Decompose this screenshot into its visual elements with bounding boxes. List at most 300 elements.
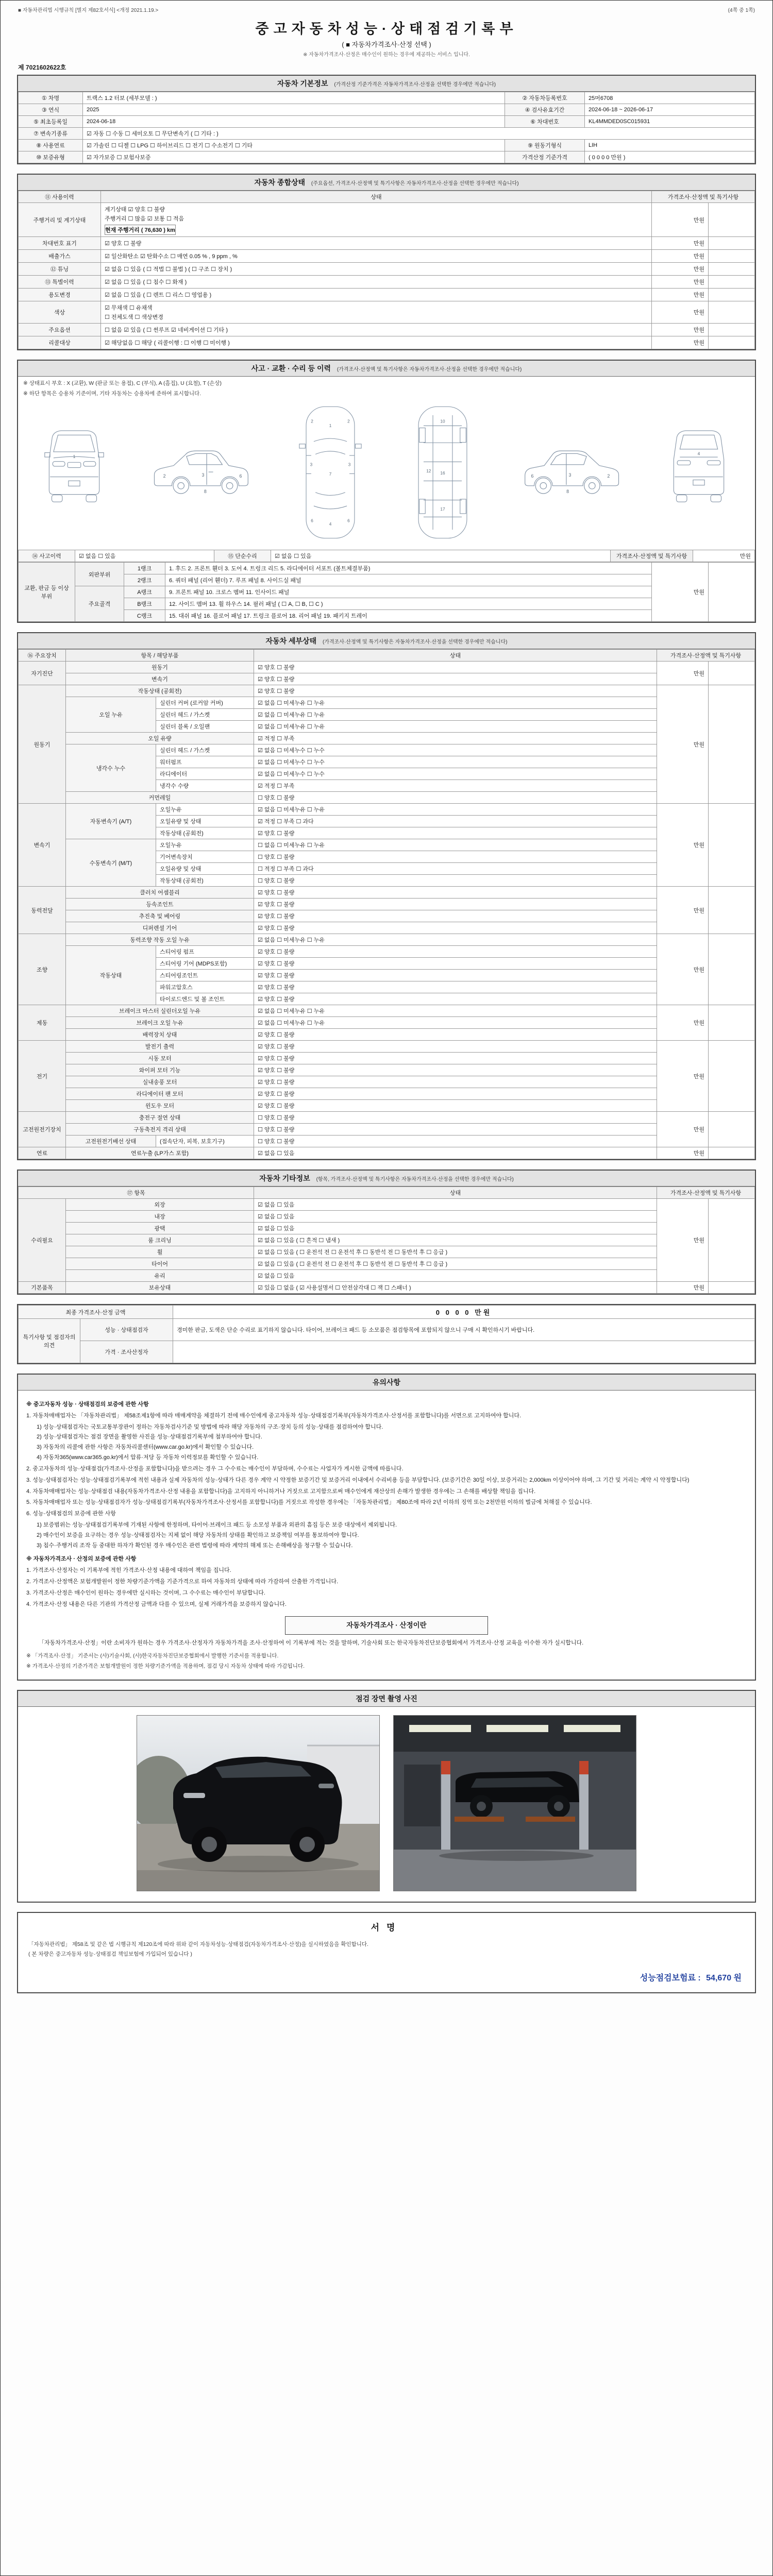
device-row <box>19 1223 755 1234</box>
column-header-price: 가격조사·산정액 및 특기사항 <box>657 650 754 662</box>
accident-parts-table <box>18 562 755 622</box>
row-label: 차대번호 표기 <box>19 237 101 250</box>
price-cell[interactable]: 만원 <box>651 237 708 250</box>
price-cell[interactable]: 만원 <box>651 263 708 276</box>
accident-summary-row <box>19 550 755 562</box>
status-options[interactable]: ☐ 양호 ☐ 불량 <box>254 851 657 863</box>
notice-body <box>18 1391 755 1680</box>
note-cell[interactable] <box>708 1041 754 1112</box>
rank-label: B랭크 <box>124 598 165 610</box>
status-options[interactable]: ☑ 없음 ☐ 미세누수 ☐ 누수 <box>254 756 657 768</box>
column-header-device: ⑯ 주요장치 <box>19 650 66 662</box>
device-row <box>19 1211 755 1223</box>
status-options[interactable]: ☑ 양호 ☐ 불량 <box>254 1041 657 1053</box>
status-options[interactable]: ☑ 양호 ☐ 불량 <box>254 673 657 685</box>
option-line[interactable]: ☑ 없음 ☐ 있음 ( ☐ 렌트 ☐ 리스 ☐ 영업용 ) <box>105 292 212 298</box>
status-options[interactable] <box>101 250 652 263</box>
status-options[interactable] <box>101 276 652 289</box>
part-label: 작동상태 (공회전) <box>156 875 254 887</box>
status-options[interactable]: ☑ 없음 ☐ 있음 <box>254 1199 657 1211</box>
parts-row <box>19 598 755 610</box>
reg-no-value: 25머6708 <box>585 92 755 104</box>
parts-row <box>19 574 755 586</box>
final-price-value[interactable]: 0 0 0 0 만원 <box>173 1306 755 1319</box>
status-options[interactable]: ☑ 양호 ☐ 불량 <box>254 993 657 1005</box>
fuel-options[interactable]: ☑ 가솔린 ☐ 디젤 ☐ LPG ☐ 하이브리드 ☐ 전기 ☐ 수소전기 ☐ 기타 <box>83 140 505 151</box>
basic-info-table <box>18 92 755 163</box>
device-row <box>19 922 755 934</box>
price-cell[interactable]: 만원 <box>657 1147 708 1159</box>
device-row <box>19 1100 755 1112</box>
device-name: 전기 <box>19 1041 66 1112</box>
part-label: 스티어링 기어 (MDPS포함) <box>156 958 254 970</box>
price-cell[interactable]: 만원 <box>651 250 708 263</box>
opinion-section-label: 특기사항 및 점검자의 의견 <box>19 1319 80 1363</box>
status-options[interactable]: ☑ 양호 ☐ 불량 <box>254 981 657 993</box>
option-line[interactable]: ☐ 전체도색 ☐ 색상변경 <box>105 314 163 320</box>
price-cell[interactable]: 만원 <box>651 336 708 349</box>
note-cell[interactable] <box>708 1282 754 1294</box>
svg-text:17: 17 <box>440 507 445 512</box>
section-accident-history <box>17 360 756 623</box>
item-label: 수동변속기 (M/T) <box>66 839 156 887</box>
note-cell[interactable] <box>708 934 754 1005</box>
price-cell[interactable]: 만원 <box>657 1041 708 1112</box>
page-indicator: (4쪽 중 1쪽) <box>728 8 755 13</box>
year-value: 2025 <box>83 104 505 116</box>
status-options[interactable]: ☑ 양호 ☐ 불량 <box>254 922 657 934</box>
status-options[interactable] <box>101 237 652 250</box>
inspector-opinion-text[interactable]: 경미한 판금, 도색은 단순 수리로 표기하지 않습니다. 타이어, 브레이크 패드 등 소모품은 점검항목에 포함되지 않으니 구매 시 확인하시기 바랍니다. <box>173 1319 755 1341</box>
part-label: 실린더 블록 / 오일팬 <box>156 721 254 733</box>
notice-item: 6. 성능·상태점검의 보증에 관한 사항 <box>26 1511 116 1517</box>
note-cell[interactable] <box>708 289 754 301</box>
transmission-options[interactable]: ☑ 자동 ☐ 수동 ☐ 세미오토 ☐ 무단변속기 ( ☐ 기타 : ) <box>83 128 755 140</box>
option-line[interactable]: ☑ 없음 ☐ 있음 ( ☐ 침수 ☐ 화재 ) <box>105 279 187 285</box>
note-cell[interactable] <box>708 685 754 804</box>
final-price-table <box>18 1305 755 1363</box>
field-label-reg-no: ② 자동차등록번호 <box>505 92 585 104</box>
price-cell[interactable]: 만원 <box>657 1005 708 1041</box>
status-options[interactable] <box>101 263 652 276</box>
part-label: 워터펌프 <box>156 756 254 768</box>
price-cell[interactable]: 만원 <box>657 685 708 804</box>
status-options[interactable] <box>101 324 652 336</box>
status-options[interactable]: ☑ 없음 ☐ 있음 ( ☐ 운전석 전 ☐ 운전석 후 ☐ 동반석 전 ☐ 동반석 후 ☐ 응급 ) <box>254 1258 657 1270</box>
row-label: 주행거리 및 계기상태 <box>19 203 101 237</box>
state-code-legend-2: ※ 하단 항목은 승용차 기준이며, 기타 자동차는 승용차에 준하여 표시합니다. <box>23 391 201 397</box>
item-label: 실내송풍 모터 <box>66 1076 254 1088</box>
section-title-overall <box>18 175 755 191</box>
device-row <box>19 1246 755 1258</box>
item-label: 디퍼렌셜 기어 <box>66 922 254 934</box>
device-row <box>19 910 755 922</box>
status-options[interactable]: ☑ 양호 ☐ 불량 <box>254 685 657 697</box>
section-title-text: 유의사항 <box>372 1378 401 1386</box>
status-options[interactable]: ☑ 양호 ☐ 불량 <box>254 1053 657 1064</box>
item-label: 동력조향 작동 오일 누유 <box>66 934 254 946</box>
price-cell[interactable]: 만원 <box>693 550 755 562</box>
section-title-accident <box>18 361 755 377</box>
status-options[interactable]: ☑ 없음 ☐ 미세누유 ☐ 누유 <box>254 721 657 733</box>
status-options[interactable]: ☑ 없음 ☐ 미세누유 ☐ 누유 <box>254 709 657 721</box>
part-label: 기어변속장치 <box>156 851 254 863</box>
svg-text:6: 6 <box>239 473 242 479</box>
note-cell[interactable] <box>708 662 754 685</box>
price-cell[interactable]: 만원 <box>652 563 709 622</box>
car-diagram-underbody <box>407 402 479 543</box>
notice-item: 1. 자동차매매업자는 「자동차관리법」 제58조제1항에 따라 매매계약을 체결하기 전에 매수인에게 중고자동차 성능·상태점검기록부(자동차가격조사·산정서를 포함합니다)를 서면으로 고지하여야 합니다. <box>26 1412 522 1419</box>
svg-text:8: 8 <box>566 489 569 495</box>
status-options[interactable]: ☐ 양호 ☐ 불량 <box>254 1136 657 1147</box>
parts-group-label: 주요골격 <box>75 586 124 622</box>
status-options[interactable]: ☑ 없음 ☐ 있음 ( ☐ 운전석 전 ☐ 운전석 후 ☐ 동반석 전 ☐ 동반석 후 ☐ 응급 ) <box>254 1246 657 1258</box>
item-label: 와이퍼 모터 기능 <box>66 1064 254 1076</box>
rank-label: 1랭크 <box>124 563 165 574</box>
part-label: 오일유량 및 상태 <box>156 816 254 827</box>
notice-item: 4. 자동차매매업자는 성능·상태점검 내용(자동차가격조사·산정 내용을 포함합니다)을 고지하지 아니하거나 거짓으로 고지함으로써 매수인에게 재산상의 손해가 발생한 경우에는 그 손해를 배상할 책임을 집니다. <box>26 1488 536 1495</box>
item-label: 연료누출 (LP가스 포함) <box>66 1147 254 1159</box>
option-line[interactable]: ☑ 해당없음 ☐ 해당 ( 리콜이행 : ☐ 이행 ☐ 미이행 ) <box>105 340 230 346</box>
basic-row <box>19 151 755 163</box>
price-appraisal-option[interactable]: ( ■ 자동차가격조사·산정 선택 ) <box>342 41 431 48</box>
price-cell[interactable]: 만원 <box>657 662 708 685</box>
device-row <box>19 887 755 899</box>
field-label-warranty-type: ⑩ 보증유형 <box>19 151 83 163</box>
status-options[interactable]: ☑ 양호 ☐ 불량 <box>254 887 657 899</box>
item-label: 타이어 <box>66 1258 254 1270</box>
svg-text:2: 2 <box>310 419 313 424</box>
overall-row <box>19 276 755 289</box>
price-cell[interactable]: 만원 <box>651 203 708 237</box>
option-line[interactable]: ☑ 없음 ☐ 있음 ( ☐ 적법 ☐ 불법 ) ( ☐ 구조 ☐ 장치 ) <box>105 266 232 273</box>
item-label: 커먼레일 <box>66 792 254 804</box>
item-label: 룸 크리닝 <box>66 1234 254 1246</box>
base-price-value[interactable]: ( 0 0 0 0 만원 ) <box>585 151 755 163</box>
row-label: ⑫ 튜닝 <box>19 263 101 276</box>
parts-group-label: 외판부위 <box>75 563 124 586</box>
part-items[interactable]: 15. 대쉬 패널 16. 플로어 패널 17. 트렁크 플로어 18. 리어 패널 19. 패키지 트레이 <box>165 610 652 622</box>
basic-row <box>19 104 755 116</box>
note-cell[interactable] <box>708 237 754 250</box>
notice-item: 1) 보증범위는 성능·상태점검기록부에 기재된 사항에 한정하며, 타이어·브레이크 패드 등 소모성 부품과 외관의 흠집 등은 보증 대상에서 제외됩니다. <box>37 1521 397 1528</box>
odometer-box: 현재 주행거리 ( 76,630 ) km <box>105 225 176 235</box>
field-label-vin: ⑥ 차대번호 <box>505 116 585 128</box>
inspection-period-value: 2024-06-18 ~ 2026-06-17 <box>585 104 755 116</box>
device-row <box>19 839 755 851</box>
note-cell[interactable] <box>708 263 754 276</box>
status-options[interactable]: ☐ 적정 ☐ 부족 ☐ 과다 <box>254 863 657 875</box>
item-label: 냉각수 누수 <box>66 744 156 792</box>
status-options[interactable]: ☑ 없음 ☐ 미세누유 ☐ 누유 <box>254 804 657 816</box>
status-options[interactable]: ☐ 양호 ☐ 불량 <box>254 1124 657 1136</box>
section-title-text: 점검 장면 촬영 사진 <box>356 1694 417 1703</box>
final-price-row <box>19 1306 755 1319</box>
overall-row <box>19 336 755 349</box>
misc-info-table <box>18 1187 755 1294</box>
signature-body <box>18 1913 755 1992</box>
row-label: 주요옵션 <box>19 324 101 336</box>
field-label-transmission: ⑦ 변속기종류 <box>19 128 83 140</box>
simple-repair-options[interactable]: ☑ 없음 ☐ 있음 <box>271 550 611 562</box>
note-cell[interactable] <box>708 1199 754 1282</box>
part-label: 냉각수 수량 <box>156 780 254 792</box>
status-options[interactable]: ☑ 적정 ☐ 부족 <box>254 780 657 792</box>
status-options[interactable]: ☑ 없음 ☐ 있음 <box>254 1223 657 1234</box>
device-row <box>19 744 755 756</box>
part-label: 실린더 헤드 / 가스켓 <box>156 709 254 721</box>
price-cell[interactable]: 만원 <box>651 324 708 336</box>
status-options[interactable]: ☐ 양호 ☐ 불량 <box>254 792 657 804</box>
part-items[interactable]: 12. 사이드 멤버 13. 휠 하우스 14. 필러 패널 ( ☐ A, ☐ B, ☐ C ) <box>165 598 652 610</box>
item-label: 배력장치 상태 <box>66 1029 254 1041</box>
section-title-text: 사고 · 교환 · 수리 등 이력 <box>251 364 331 372</box>
note-cell[interactable] <box>708 804 754 887</box>
notice-item: 3. 성능·상태점검자는 성능·상태점검기록부에 적힌 내용과 실제 자동차의 성능·상태가 다른 경우 계약 시 약정한 보증기간 및 보증거리 이내에서 수리비용 등을 부담합니다. (보증기간은 30일 이상, 보증거리는 2,000km 이상이어야 하며, 그 기간 및 거리는 계약 시 약정합니다) <box>26 1477 690 1483</box>
status-options[interactable] <box>101 289 652 301</box>
row-label: 색상 <box>19 301 101 324</box>
overall-row <box>19 203 755 237</box>
status-options[interactable]: ☑ 양호 ☐ 불량 <box>254 1100 657 1112</box>
vin-value: KL4MMDED0SC015931 <box>585 116 755 128</box>
car-diagrams <box>18 397 755 550</box>
status-options[interactable]: ☑ 양호 ☐ 불량 <box>254 910 657 922</box>
note-cell[interactable] <box>708 276 754 289</box>
field-label-car-name: ① 차명 <box>19 92 83 104</box>
price-cell[interactable]: 만원 <box>657 887 708 934</box>
item-label: 브레이크 오일 누유 <box>66 1017 254 1029</box>
option-line[interactable]: ☑ 무채색 ☐ 유채색 <box>105 305 153 311</box>
field-label-inspection-period: ④ 검사유효기간 <box>505 104 585 116</box>
device-name: 수리필요 <box>19 1199 66 1282</box>
status-options[interactable]: ☑ 없음 ☐ 미세누유 ☐ 누유 <box>254 934 657 946</box>
price-cell[interactable]: 만원 <box>651 301 708 324</box>
status-options[interactable]: ☑ 양호 ☐ 불량 <box>254 1076 657 1088</box>
device-row <box>19 1258 755 1270</box>
section-title-basic <box>18 76 755 92</box>
part-items[interactable]: 6. 쿼터 패널 (리어 휀더) 7. 루프 패널 8. 사이드실 패널 <box>165 574 652 586</box>
svg-text:3: 3 <box>201 472 205 478</box>
part-label: 오일누유 <box>156 804 254 816</box>
overall-row <box>19 250 755 263</box>
device-row <box>19 1041 755 1053</box>
basic-row <box>19 140 755 151</box>
price-cell[interactable]: 만원 <box>657 934 708 1005</box>
device-name: 제동 <box>19 1005 66 1041</box>
device-row <box>19 1124 755 1136</box>
section-title-misc <box>18 1171 755 1187</box>
column-header-status: 상태 <box>254 1187 657 1199</box>
subtitle-note: ※ 자동차가격조사·산정은 매수인이 원하는 경우에 제공하는 서비스 입니다. <box>303 52 470 58</box>
inspection-photo-lift <box>393 1715 636 1891</box>
option-line[interactable]: 계기상태 ☑ 양호 ☐ 불량 <box>105 207 165 213</box>
accident-summary-table <box>18 550 755 562</box>
svg-text:2: 2 <box>347 419 350 424</box>
notice-item: 3) 자동차의 리콜에 관한 사항은 자동차리콜센터(www.car.go.kr)에서 확인할 수 있습니다. <box>37 1444 254 1451</box>
note-cell[interactable] <box>708 1005 754 1041</box>
item-label: 라디에이터 팬 모터 <box>66 1088 254 1100</box>
page-title: 중고자동차성능·상태점검기록부 <box>255 21 518 37</box>
note-cell[interactable] <box>708 301 754 324</box>
form-reference: ■ 자동차관리법 시행규칙 [별지 제82호서식] <개정 2021.1.19.> <box>18 8 159 13</box>
column-header-price: 가격조사·산정액 및 특기사항 <box>651 191 754 203</box>
status-options[interactable]: ☑ 없음 ☐ 있음 <box>254 1147 657 1159</box>
device-row <box>19 1147 755 1159</box>
accident-history-options[interactable]: ☑ 없음 ☐ 있음 <box>75 550 214 562</box>
option-line[interactable]: ☐ 없음 ☑ 있음 ( ☐ 썬루프 ☑ 네비게이션 ☐ 기타 ) <box>105 327 228 333</box>
overall-header-row <box>19 191 755 203</box>
overall-row <box>19 289 755 301</box>
basic-row <box>19 116 755 128</box>
status-options[interactable]: ☑ 적정 ☐ 부족 <box>254 733 657 744</box>
notice-item: 2. 가격조사·산정액은 보험개발원이 정한 차량기준가액을 기준가격으로 하여 자동차의 상태에 따라 가감하여 산출한 가격입니다. <box>26 1579 339 1585</box>
svg-text:3: 3 <box>348 462 350 467</box>
device-row <box>19 934 755 946</box>
price-cell[interactable]: 만원 <box>657 804 708 887</box>
section-final-price <box>17 1304 756 1364</box>
note-cell[interactable] <box>708 203 754 237</box>
svg-text:8: 8 <box>204 489 207 495</box>
engine-type-value: LIH <box>585 140 755 151</box>
note-cell[interactable] <box>708 324 754 336</box>
option-line[interactable]: ☑ 일산화탄소 ☑ 탄화수소 ☐ 매연 0.05 % , 9 ppm , % <box>105 253 238 260</box>
row-label: 용도변경 <box>19 289 101 301</box>
status-options[interactable] <box>101 301 652 324</box>
warranty-options[interactable]: ☑ 자가보증 ☐ 보험사보증 <box>83 151 505 163</box>
price-cell[interactable]: 만원 <box>657 1112 708 1147</box>
svg-text:10: 10 <box>440 419 445 424</box>
option-line[interactable]: ☑ 양호 ☐ 불량 <box>105 241 142 247</box>
section-title-photos <box>18 1691 755 1707</box>
notice-item: 2) 매수인이 보증을 요구하는 경우 성능·상태점검자는 지체 없이 해당 자동차의 상태를 확인하고 보증책임 여부를 통보하여야 합니다. <box>37 1532 359 1538</box>
device-row <box>19 1053 755 1064</box>
parts-row <box>19 563 755 574</box>
final-price-label: 최종 가격조사·산정 금액 <box>19 1306 173 1319</box>
status-options[interactable]: ☑ 양호 ☐ 불량 <box>254 958 657 970</box>
car-diagram-side-left <box>148 438 254 507</box>
status-options[interactable]: ☐ 양호 ☐ 불량 <box>254 875 657 887</box>
option-line[interactable]: 주행거리 ☐ 많음 ☑ 보통 ☐ 적음 <box>105 216 184 222</box>
price-cell[interactable]: 만원 <box>651 276 708 289</box>
status-options[interactable]: ☑ 없음 ☐ 있음 ( ☐ 흔적 ☐ 냄새 ) <box>254 1234 657 1246</box>
part-items[interactable]: 1. 후드 2. 프론트 휀더 3. 도어 4. 트렁크 리드 5. 라디에이터 서포트 (볼트체결부품) <box>165 563 652 574</box>
item-label: 내장 <box>66 1211 254 1223</box>
basic-row <box>19 128 755 140</box>
status-options[interactable] <box>101 336 652 349</box>
part-label: 스티어링 펌프 <box>156 946 254 958</box>
status-options[interactable]: ☑ 적정 ☐ 부족 ☐ 과다 <box>254 816 657 827</box>
svg-text:6: 6 <box>310 518 313 523</box>
note-cell[interactable] <box>708 250 754 263</box>
price-header: 가격조사·산정액 및 특기사항 <box>611 550 693 562</box>
field-label-engine-type: ⑨ 원동기형식 <box>505 140 585 151</box>
device-row <box>19 673 755 685</box>
signature-confirm-line: 「자동차관리법」 제58조 및 같은 법 시행규칙 제120조에 따라 위와 같이 자동차성능·상태점검(자동차가격조사·산정)을 실시하였음을 확인합니다. <box>28 1941 368 1948</box>
device-name: 고전원전기장치 <box>19 1112 66 1147</box>
notice-footnote-2: ※ 가격조사·산정의 기준가격은 보험개발원이 정한 차량기준가액을 적용하며, 점검 당시 자동차 상태에 따라 가감됩니다. <box>26 1663 305 1670</box>
item-label: 충전구 절연 상태 <box>66 1112 254 1124</box>
status-options[interactable]: ☑ 없음 ☐ 있음 <box>254 1211 657 1223</box>
field-label-base-price: 가격산정 기준가격 <box>505 151 585 163</box>
svg-text:7: 7 <box>329 471 331 477</box>
note-cell[interactable] <box>708 1112 754 1147</box>
status-options[interactable]: ☑ 양호 ☐ 불량 <box>254 662 657 673</box>
device-row <box>19 1234 755 1246</box>
status-options[interactable]: ☑ 양호 ☐ 불량 <box>254 946 657 958</box>
status-options[interactable]: ☑ 양호 ☐ 불량 <box>254 1064 657 1076</box>
overall-row <box>19 301 755 324</box>
device-row <box>19 1199 755 1211</box>
status-options[interactable]: ☑ 양호 ☐ 불량 <box>254 970 657 981</box>
status-options[interactable]: ☐ 양호 ☐ 불량 <box>254 1112 657 1124</box>
device-row <box>19 1064 755 1076</box>
note-cell[interactable] <box>708 887 754 934</box>
appraiser-opinion-text[interactable] <box>173 1341 755 1363</box>
first-registration-value: 2024-06-18 <box>83 116 505 128</box>
section-title-text: 자동차 종합상태 <box>254 178 306 187</box>
device-row <box>19 1112 755 1124</box>
device-row <box>19 1270 755 1282</box>
status-options[interactable]: ☑ 없음 ☐ 미세누유 ☐ 누유 <box>254 1017 657 1029</box>
price-cell[interactable]: 만원 <box>657 1199 708 1282</box>
notice-item: ※ 자동차가격조사 · 산정의 보증에 관한 사항 <box>26 1556 137 1563</box>
device-row <box>19 1076 755 1088</box>
status-options[interactable]: ☑ 양호 ☐ 불량 <box>254 1029 657 1041</box>
notice-item: ※ 중고자동차 성능 · 상태점검의 보증에 관한 사항 <box>26 1401 149 1408</box>
price-cell[interactable]: 만원 <box>657 1282 708 1294</box>
status-options[interactable]: ☐ 없음 ☐ 미세누유 ☐ 누유 <box>254 839 657 851</box>
status-options[interactable]: ☑ 없음 ☐ 미세누수 ☐ 누수 <box>254 744 657 756</box>
item-label: 구동축전지 격리 상태 <box>66 1124 254 1136</box>
status-options[interactable]: ☑ 양호 ☐ 불량 <box>254 1088 657 1100</box>
fee-label: 성능점검보험료 : <box>640 1974 701 1983</box>
section-title-text: 자동차 세부상태 <box>265 637 317 645</box>
status-options[interactable]: ☑ 양호 ☐ 불량 <box>254 827 657 839</box>
note-cell[interactable] <box>708 336 754 349</box>
item-label: 고전원전기배선 상태 <box>66 1136 156 1147</box>
svg-text:16: 16 <box>440 471 445 476</box>
status-options[interactable]: ☑ 없음 ☐ 미세누유 ☐ 누유 <box>254 1005 657 1017</box>
status-options[interactable]: ☑ 없음 ☐ 미세누수 ☐ 누수 <box>254 768 657 780</box>
device-row <box>19 1029 755 1041</box>
item-label: 작동상태 <box>66 946 156 1005</box>
section-basic-info <box>17 75 756 164</box>
device-row <box>19 697 755 709</box>
section-title-detail <box>18 633 755 649</box>
column-header-item: 항목 / 해당부품 <box>66 650 254 662</box>
status-options[interactable] <box>101 203 652 237</box>
status-options[interactable]: ☑ 있음 ☐ 없음 ( ☑ 사용설명서 ☐ 안전삼각대 ☐ 잭 ☐ 스패너 ) <box>254 1282 657 1294</box>
status-options[interactable]: ☑ 양호 ☐ 불량 <box>254 899 657 910</box>
inspection-photo-exterior <box>137 1715 380 1891</box>
price-appraisal-definition-text: 「자동차가격조사·산정」이란 소비자가 원하는 경우 가격조사·산정자가 자동차가격을 조사·산정하여 이 기록부에 적는 것을 말하며, 기술사회 또는 한국자동차진단보증협회에서 가격조사·산정 교육을 이수한 자가 실시합니다. <box>39 1640 584 1647</box>
device-row <box>19 899 755 910</box>
item-label: 등속조인트 <box>66 899 254 910</box>
section-notice <box>17 1374 756 1681</box>
status-options[interactable]: ☑ 없음 ☐ 미세누유 ☐ 누유 <box>254 697 657 709</box>
status-options[interactable]: ☑ 없음 ☐ 있음 <box>254 1270 657 1282</box>
form-reference-bar <box>18 6 755 13</box>
item-label: 휠 <box>66 1246 254 1258</box>
svg-text:1: 1 <box>329 423 331 428</box>
item-label: 작동상태 (공회전) <box>66 685 254 697</box>
note-cell[interactable] <box>708 1147 754 1159</box>
note-cell[interactable] <box>709 563 755 622</box>
price-cell[interactable]: 만원 <box>651 289 708 301</box>
accident-history-label: ⑭ 사고이력 <box>19 550 75 562</box>
notice-item: 4) 자동차365(www.car365.go.kr)에서 압류·저당 등 자동차 이력정보를 확인할 수 있습니다. <box>37 1454 259 1461</box>
part-items[interactable]: 9. 프론트 패널 10. 크로스 멤버 11. 인사이드 패널 <box>165 586 652 598</box>
